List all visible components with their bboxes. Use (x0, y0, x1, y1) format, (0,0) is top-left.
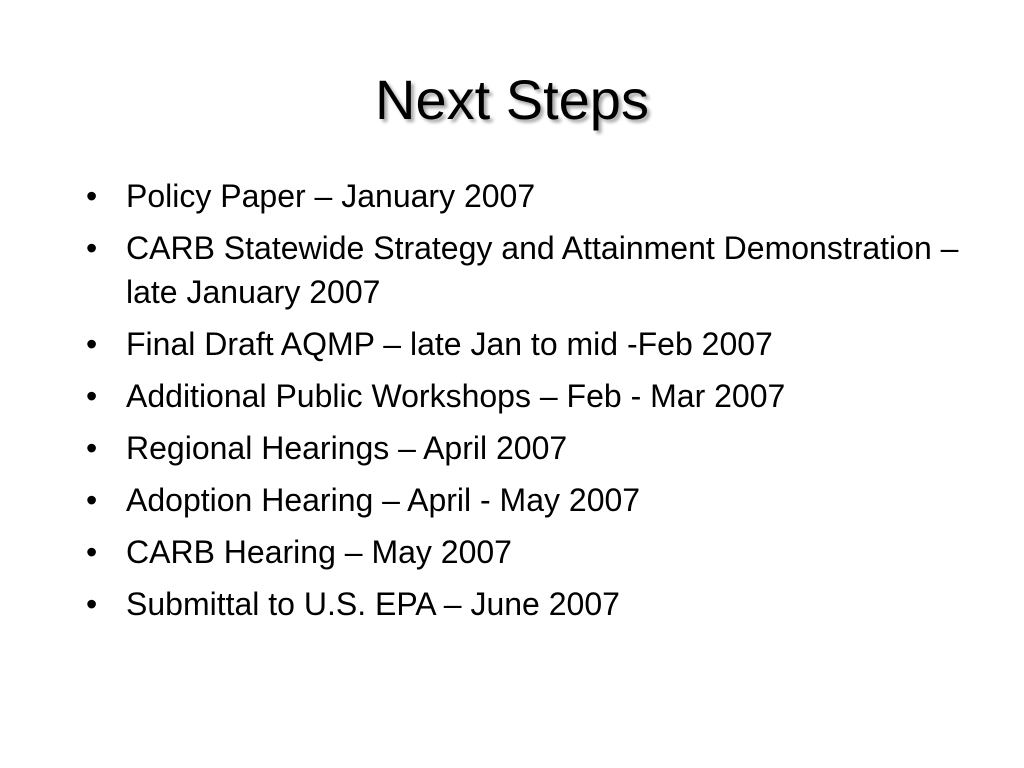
bullet-text: Submittal to U.S. EPA – June 2007 (126, 586, 620, 622)
bullet-item-4 (84, 374, 984, 418)
bullet-text: Regional Hearings – April 2007 (126, 430, 568, 466)
bullet-text: CARB Hearing – May 2007 (126, 534, 512, 570)
bullet-text: Policy Paper – January 2007 (126, 178, 536, 214)
bullet-marker: • (86, 230, 98, 266)
bullet-item-1 (84, 174, 984, 218)
bullet-marker: • (86, 482, 98, 518)
bullet-marker: • (86, 326, 98, 362)
bullet-list (84, 174, 984, 634)
bullet-item-3 (84, 322, 984, 366)
bullet-text: Adoption Hearing – April - May 2007 (126, 482, 641, 518)
bullet-marker: • (86, 178, 98, 214)
bullet-text: Additional Public Workshops – Feb - Mar 2007 (126, 378, 786, 414)
bullet-item-7 (84, 530, 984, 574)
slide-title: Next Steps (375, 68, 649, 131)
bullet-marker: • (86, 534, 98, 570)
bullet-item-2 (84, 226, 984, 314)
bullet-item-5 (84, 426, 984, 470)
bullet-item-8 (84, 582, 984, 626)
bullet-marker: • (86, 378, 98, 414)
bullet-text: CARB Statewide Strategy and Attainment Demonstration – late January 2007 (126, 230, 959, 310)
bullet-marker: • (86, 430, 98, 466)
bullet-text: Final Draft AQMP – late Jan to mid -Feb 2007 (126, 326, 773, 362)
bullet-item-6 (84, 478, 984, 522)
bullet-marker: • (86, 586, 98, 622)
